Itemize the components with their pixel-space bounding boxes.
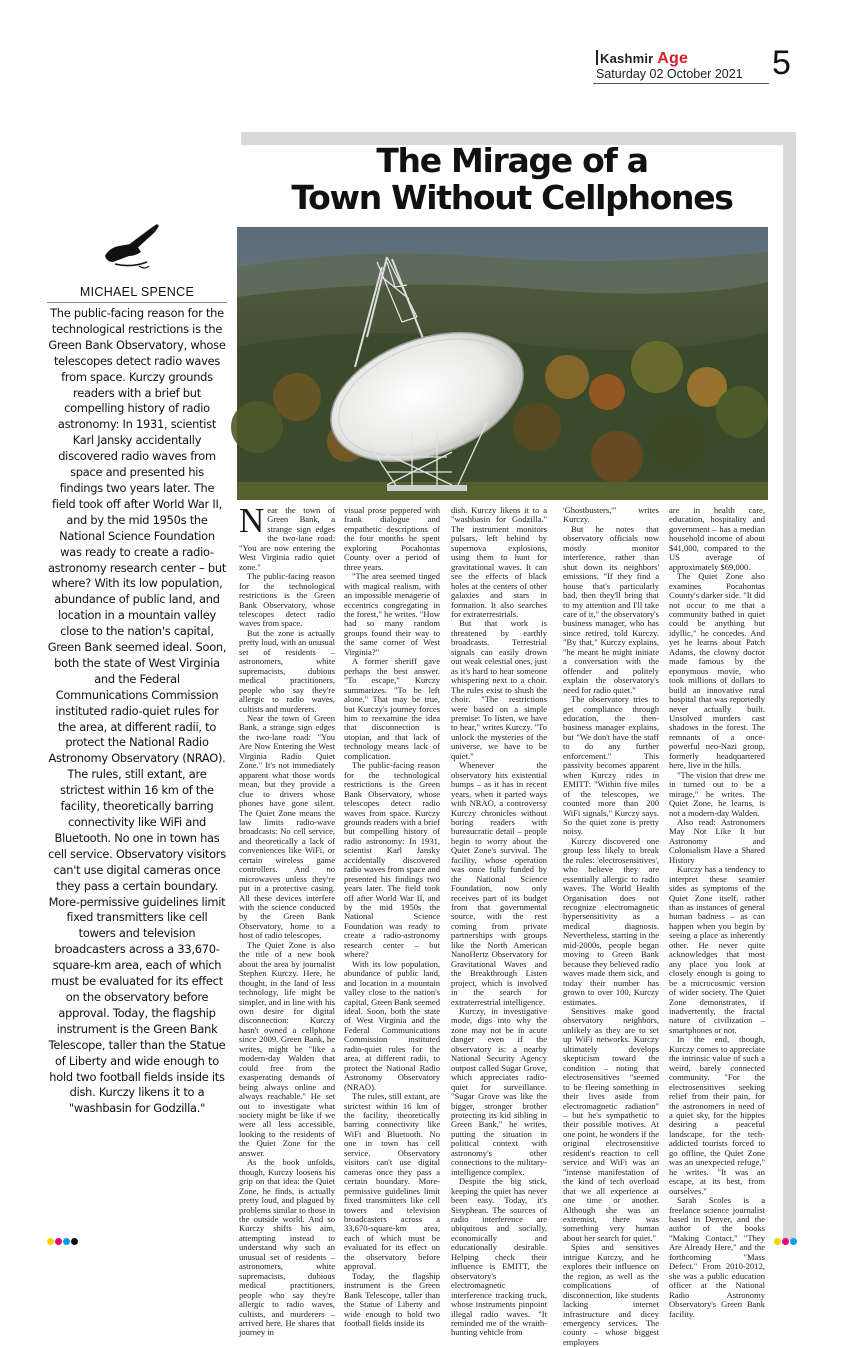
paragraph: The public-facing reason for the technological restrictions is the Green Bank Observatory, whose telescopes detect radio waves from space. Kurczy grounds readers with a brief but compelling history of radio astronomy: In 1931, scientist Karl Jansky accidentally discovered radio waves from space and presented his findings two years later. The field took off after World War II, and by the mid 1950s the National Science Foundation was ready to create a radio-astronomy research center – but where? (344, 760, 440, 960)
author-byline: MICHAEL SPENCE (79, 285, 195, 299)
paragraph: Kurczy has a tendency to interpret these seamier sides as symptoms of the Quiet Zone itself, rather than as instances of general human badness – as can happen when you begin by seeing a place as inherently other. He never quite acknowledges that most any place you look at closely enough is going to be a microcosmic version of wider society. The Quiet Zone demonstrates, if inadvertently, the fractal nature of civilization – smartphones or not. (669, 864, 765, 1035)
paragraph: The Quiet Zone is also the title of a new book about the area by journalist Stephen Kurczy. Here, he thought, in the land of less technology, life might be simpler, and in line with his own desire for digital disconnection: Kurczy hasn't owned a cellphone since 2009. Green Bank, he writes, might be "like a modern-day Walden that could free from the exasperating demands of being always online and always reachable." He set out to investigate what society might be like if we were all less accessible, looking to the residents of the Quiet Zone for the answer. (239, 939, 335, 1158)
paragraph: But he notes that observatory officials now mostly monitor interference, rather than shut down its neighbors' emissions. "If they find a house that's particularly bad, then they'll bring that to my attention and I'll take care of it," the observatory's business manager, who has since retired, told Kurczy. "By that," Kurczy explains, "he meant he might initiate a conversation with the offender and politely explain the observatory's need for radio quiet." (563, 523, 659, 695)
paragraph: Kurczy discovered one group less likely to break the rules: 'electrosensitives', who believe they are essentially allergic to radio waves. The World Health Organisation does not recognize electromagnetic hypersensitivity as a medical diagnosis. Nevertheless, starting in the mid-2000s, people began moving to Green Bank because they believed radio waves made them sick, and today their number has grown to over 100, Kurczy estimates. (563, 835, 659, 1007)
paragraph: Today, the flagship instrument is the Green Bank Telescope, taller than the Statue of Liberty and wide enough to hold two football fields inside its (344, 1270, 440, 1328)
paragraph: visual prose peppered with frank dialogue and empathetic descriptions of the four months he spent exploring Pocahontas County over a period of three years. (344, 505, 440, 572)
paragraph: Sarah Scoles is a freelance science journalist based in Denver, and the author of the books "Making Contact," "They Are Already Here," and the forthcoming "Mass Defect." From 2010-2012, she was a public education officer at the National Radio Astronomy Observatory's Green Bank facility. (669, 1195, 765, 1319)
title-line-1: The Mirage of a (376, 141, 648, 180)
dot-magenta (55, 1238, 62, 1245)
article-column-3 (451, 505, 547, 1338)
dot-cyan (63, 1238, 70, 1245)
registration-dots-right (774, 1238, 797, 1246)
paragraph: The public-facing reason for the technological restrictions is the Green Bank Observatory, whose telescopes detect radio waves from space. (239, 571, 335, 629)
paragraph: Whenever the observatory hits existential bumps – as it has in recent years, when it parted ways with NRAO, a controversy Kurczy chronicles without boring readers with bureaucratic detail – people begin to worry about the Quiet Zone's survival. The facility, whose operation was once fully funded by the National Science Foundation, now only receives part of its budget from that governmental source, with the rest coming from private partnerships with groups like the North American NanoHertz Observatory for Gravitational Waves and the Breakthrough Listen project, which is involved in the search for extraterrestrial intelligence. (451, 760, 547, 1007)
telescope-photo (237, 227, 768, 500)
article-column-4 (563, 505, 659, 1347)
article-column-1 (239, 501, 335, 1338)
issue-date: Saturday 02 October 2021 (596, 67, 743, 81)
paragraph: Near the town of Green Bank, a strange sign edges the two-lane road: "You Are Now Entering the West Virginia Radio Quiet Zone." It's not immediately apparent what those words mean, but they provide a clue to drivers whose phones have gone silent. The Quiet Zone means the law limits radio-wave broadcasts: No cell service, and theoretically a lack of conveniences like WiFi, or certain wireless game controllers. And no microwaves unless they're put in a protective casing. All these devices interfere with the science conducted by the Green Bank Observatory, home to a host of radio telescopes. (239, 712, 335, 941)
paragraph: A former sheriff gave perhaps the best answer. "To escape," Kurczy summarizes. "To be left alone." That may be true, but Kurczy's journey forces him to reexamine the idea that disconnection is utopian, and that lack of technology means lack of complication. (344, 656, 440, 761)
dot-magenta (782, 1238, 789, 1245)
pull-quote: The public-facing reason for the technological restrictions is the Green Bank Observatory, whose telescopes detect radio waves from space. Kurczy grounds readers with a brief but compelling history of radio astronomy: In 1931, scientist Karl Jansky accidentally discovered radio waves from space and presented his findings two years later. The field took off after World War II, and by the mid 1950s the National Science Foundation was ready to create a radio-astronomy research center – but where? With its low population, abundance of public land, and location in a mountain valley close to the nation's capital, Green Bank seemed ideal. Soon, both the state of West Virginia and the Federal Communications Commission instituted radio-quiet rules for the area, at different radii, to protect the National Radio Astronomy Observatory (NRAO). The rules, still extant, are strictest within 16 km of the facility, theoretically barring connectivity like WiFi and Bluetooth. No one in town has cell service. Observatory visitors can't use digital cameras once they pass a certain boundary. More-permissive guidelines limit fixed transmitters like cell towers and television broadcasters across a 33,670-square-km area, each of which must be evaluated for its effect on the observatory before approval. Today, the flagship instrument is the Green Bank Telescope, taller than the Statue of Liberty and wide enough to hold two football fields inside its dish. Kurczy likens it to a "washbasin for Godzilla." (47, 306, 227, 1116)
paragraph: With its low population, abundance of public land, and location in a mountain valley close to the nation's capital, Green Bank seemed ideal. Soon, both the state of West Virginia and the Federal Communications Commission instituted radio-quiet rules for the area, at different radii, to protect the National Radio Astronomy Observatory (NRAO). (344, 958, 440, 1092)
paragraph: The rules, still extant, are strictest within 16 km of the facility, theoretically barring connectivity like WiFi and Bluetooth. No one in town has cell service. Observatory visitors can't use digital cameras once they pass a certain boundary. More-permissive guidelines limit fixed transmitters like cell towers and television broadcasters across a 33,670-square-km area, each of which must be evaluated for its effect on the observatory before approval. (344, 1091, 440, 1272)
paragraph: 'Ghostbusters,'" writes Kurczy. (563, 505, 659, 525)
dot-cyan (790, 1238, 797, 1245)
paragraph: In the end, though, Kurczy comes to appreciate the intrinsic value of such a weird, barely connected community. "For the electrosensitives seeking relief from their pain, for the astronomers in need of a quiet sky, for the hippies desiring a peaceful landscape, for the tech-addicted tourists forced to go offline, the Quiet Zone was an unexpected refuge," he writes. "It was an escape, at its best, from ourselves." (669, 1034, 765, 1196)
newspaper-logo (596, 50, 688, 68)
paragraph: "The vision that drew me in turned out to be a mirage," he writes. The Quiet Zone, he learns, is not a modern-day Walden. (669, 769, 765, 818)
paragraph: As the book unfolds, though, Kurczy loosens his grip on that idea: the Quiet Zone, he finds, is actually pretty loud, and plagued by problems similar to those in the outside world. And so Kurczy shifts his aim, attempting instead to understand why such an unusual set of residents – astronomers, white supremacists, dubious medical practitioners, people who say they're allergic to radio waves, cultists, and murderers – arrived here. He shares that journey in (239, 1157, 335, 1338)
frame-right-border (783, 132, 796, 1240)
article-title (241, 142, 783, 216)
drop-cap: N (239, 501, 265, 540)
logo-age: Age (657, 50, 689, 67)
paragraph: Kurczy, in investigative mode, digs into why the zone may not be in acute danger even if the observatory is: a nearby National Security Agency outpost called Sugar Grove, which appreciates radio-quiet for surveillance. "Sugar Grove was like the bigger, stronger brother protecting its kid sibling in Green Bank," he writes, putting the situation in political context with astronomy's other connections to the military-intelligence complex. (451, 1006, 547, 1177)
paragraph: "The area seemed tinged with magical realism, with an impossible menagerie of eccentrics congregating in the forest," he writes. "How had so many random groups found their way to the same corner of West Virginia?" (344, 571, 440, 657)
masthead (596, 50, 786, 90)
page-number: 5 (772, 44, 791, 82)
paragraph: Spies and sensitives intrigue Kurczy, and he explores their influence on the region, as well as the complications of disconnection, like students lacking internet infrastructure and dicey emergency services. The county – whose biggest employers (563, 1242, 659, 1347)
title-line-2: Town Without Cellphones (291, 178, 733, 217)
dot-yellow (774, 1238, 781, 1245)
article-column-5 (669, 505, 765, 1319)
paragraph: The Quiet Zone also examines Pocahontas County's darker side. "It did not occur to me that a community bathed in quiet could be anything but idyllic," he concedes. And yet he learns about Patch Adams, the clowny doctor made famous by the eponymous movie, who took millions of dollars to build an innovative rural hospital that was reportedly never actually built. Unsolved murders cast shadows in the forest. The remnants of a once-powerful neo-Nazi group, formerly headquartered here, live in the hills. (669, 571, 765, 771)
header-rule (593, 83, 769, 84)
paragraph: Sensitives make good observatory neighbors, unlikely as they are to set up WiFi networks. Kurczy ultimately develops skepticism toward the condition – noting that electrosensitives "seemed to be fleeing something in their lives aside from electromagnetic radiation" – but he's sympathetic to their possible motives. At one point, he wonders if the original electrosensitive resident's reaction to cell service and WiFi was an "intense manifestation of the kind of tech overload that we all experience at one time or another. Although she was an extremist, there was something very human about her search for quiet." (563, 1006, 659, 1243)
paragraph: Despite the big stick, keeping the quiet has never been easy. Today, it's Sisyphean. The sources of radio interference are ubiquitous and socially, economically and educationally desirable. Helping check their influence is EMITT, the observatory's electromagnetic interference tracking truck, whose instruments pinpoint illegal radio waves. "It reminded me of the wraith-hunting vehicle from (451, 1176, 547, 1338)
paragraph: dish. Kurczy likens it to a "washbasin for Godzilla." The instrument monitors pulsars, left behind by supernova explosions, using them to hunt for gravitational waves. It can see the effects of black holes at the centers of other galaxies and stars in formation. It also searches for extraterrestrials. (451, 505, 547, 619)
registration-dots-left (47, 1238, 78, 1246)
paragraph: The observatory tries to get compliance through education, the then-business manager explains, but "We don't have the staff to do any further enforcement." This passivity becomes apparent when Kurczy rides in EMITT: "Within five miles of the telescopes, we counted more than 200 WiFi signals," Kurczy says. So the quiet zone is pretty noisy. (563, 694, 659, 837)
paragraph: But the zone is actually pretty loud, with an unusual set of residents – astronomers, white supremacists, dubious medical practitioners, people who say they're allergic to radio waves, cultists and murderers. (239, 627, 335, 714)
author-divider (47, 302, 227, 303)
pen-writing-icon (101, 222, 161, 278)
paragraph: are in health care, education, hospitality and government – has a median household income of about $41,000, compared to the US average of approximately $69,000. (669, 505, 765, 572)
dot-black (71, 1238, 78, 1245)
paragraph: But that work is threatened by earthly broadcasts. Terrestrial signals can easily drown out weak celestial ones, just as it's hard to hear someone whispering next to a choir. The rules exist to shush the choir. "The restrictions were based on a simple premise: To listen, we have to hear," writes Kurczy. "To unlock the mysteries of the universe, we have to be quiet." (451, 618, 547, 761)
paragraph: Also read: Astronomers May Not Like It but Astronomy and Colonialism Have a Shared History (669, 816, 765, 865)
logo-kashmir: Kashmir (600, 51, 654, 66)
article-column-2 (344, 505, 440, 1328)
paragraph: Near the town of Green Bank, a strange sign edges the two-lane road: "You are now entering the West Virginia radio quiet zone." (239, 501, 335, 572)
dot-yellow (47, 1238, 54, 1245)
